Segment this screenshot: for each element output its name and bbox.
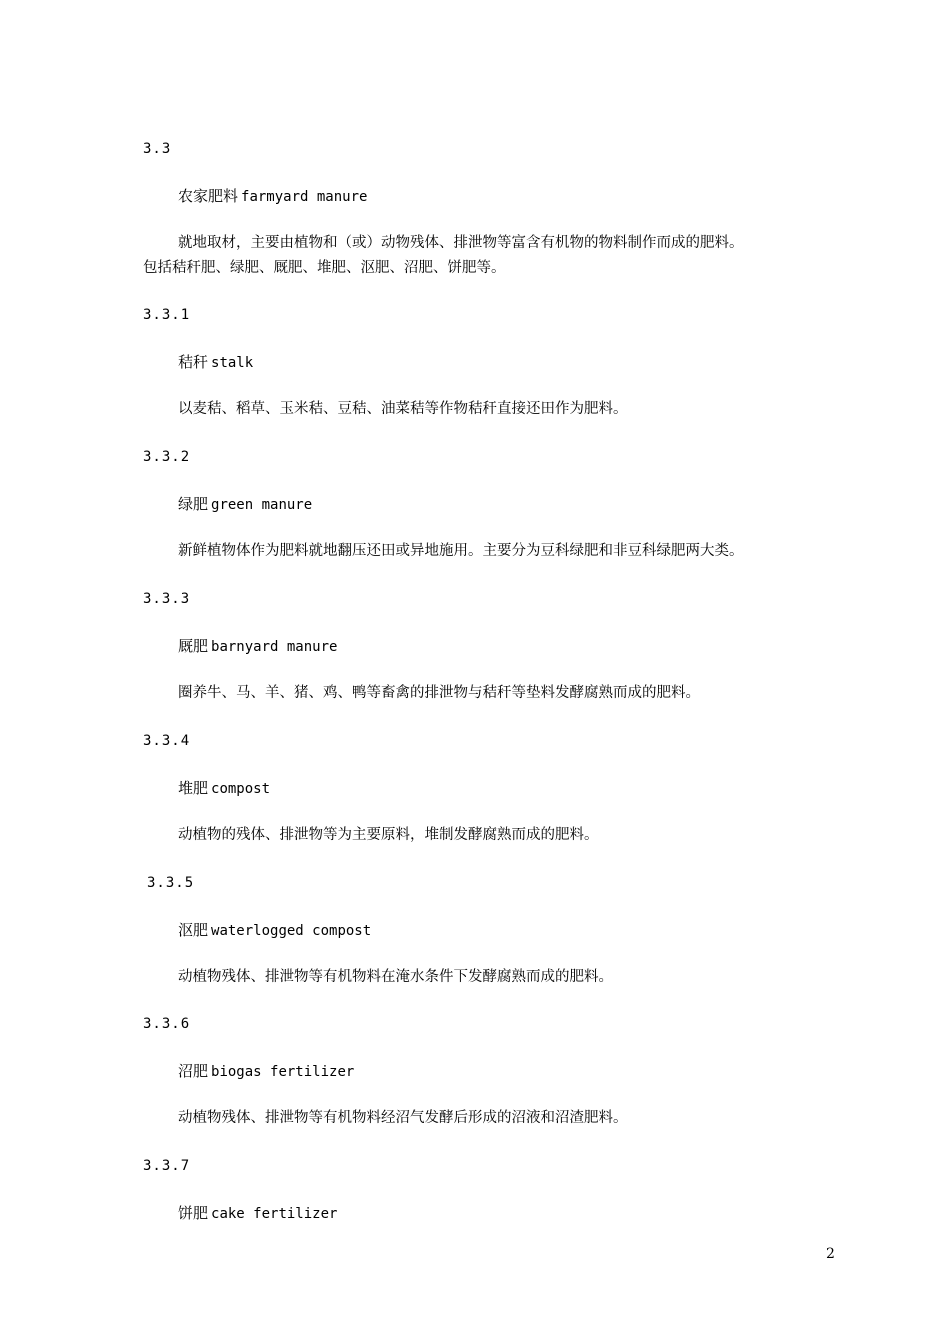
section-number: 3.3 (143, 141, 172, 157)
term-en: biogas fertilizer (211, 1064, 355, 1080)
term-en: farmyard manure (241, 189, 368, 205)
term-heading (178, 186, 367, 207)
definition: 动植物残体、排泄物等有机物料在淹水条件下发酵腐熟而成的肥料。 (178, 969, 613, 985)
term-heading (178, 778, 270, 799)
section-number: 3.3.1 (143, 307, 191, 323)
term-zh: 秸秆 (178, 353, 209, 371)
term-en: green manure (211, 497, 313, 513)
definition: 新鲜植物体作为肥料就地翻压还田或异地施用。主要分为豆科绿肥和非豆科绿肥两大类。 (178, 543, 744, 559)
section-number: 3.3.6 (143, 1016, 191, 1032)
term-zh: 绿肥 (178, 495, 209, 513)
definition-line: 包括秸秆肥、绿肥、厩肥、堆肥、沤肥、沼肥、饼肥等。 (143, 260, 506, 276)
term-en: stalk (211, 355, 254, 371)
term-heading (178, 494, 312, 515)
section-number: 3.3.5 (147, 875, 195, 891)
section-number: 3.3.2 (143, 449, 191, 465)
term-en: cake fertilizer (211, 1206, 338, 1222)
term-heading (178, 636, 337, 657)
term-zh: 饼肥 (178, 1204, 209, 1222)
definition: 动植物残体、排泄物等有机物料经沼气发酵后形成的沼液和沼渣肥料。 (178, 1110, 628, 1126)
term-heading (178, 1061, 354, 1082)
definition (143, 231, 843, 281)
section-number: 3.3.3 (143, 591, 191, 607)
term-zh: 沤肥 (178, 921, 209, 939)
section-number: 3.3.7 (143, 1158, 191, 1174)
term-en: waterlogged compost (211, 923, 372, 939)
term-heading (178, 1203, 337, 1224)
term-zh: 沼肥 (178, 1062, 209, 1080)
section-number: 3.3.4 (143, 733, 191, 749)
term-heading (178, 352, 253, 373)
term-zh: 农家肥料 (178, 187, 239, 205)
term-en: barnyard manure (211, 639, 338, 655)
term-zh: 厩肥 (178, 637, 209, 655)
definition: 动植物的残体、排泄物等为主要原料，堆制发酵腐熟而成的肥料。 (178, 827, 599, 843)
definition: 圈养牛、马、羊、猪、鸡、鸭等畜禽的排泄物与秸秆等垫料发酵腐熟而成的肥料。 (178, 685, 700, 701)
definition: 以麦秸、稻草、玉米秸、豆秸、油菜秸等作物秸秆直接还田作为肥料。 (178, 401, 628, 417)
page-number: 2 (826, 1246, 835, 1262)
term-heading (178, 920, 371, 941)
term-en: compost (211, 781, 271, 797)
definition-line: 就地取材，主要由植物和（或）动物残体、排泄物等富含有机物的物料制作而成的肥料。 (178, 235, 744, 251)
term-zh: 堆肥 (178, 779, 209, 797)
